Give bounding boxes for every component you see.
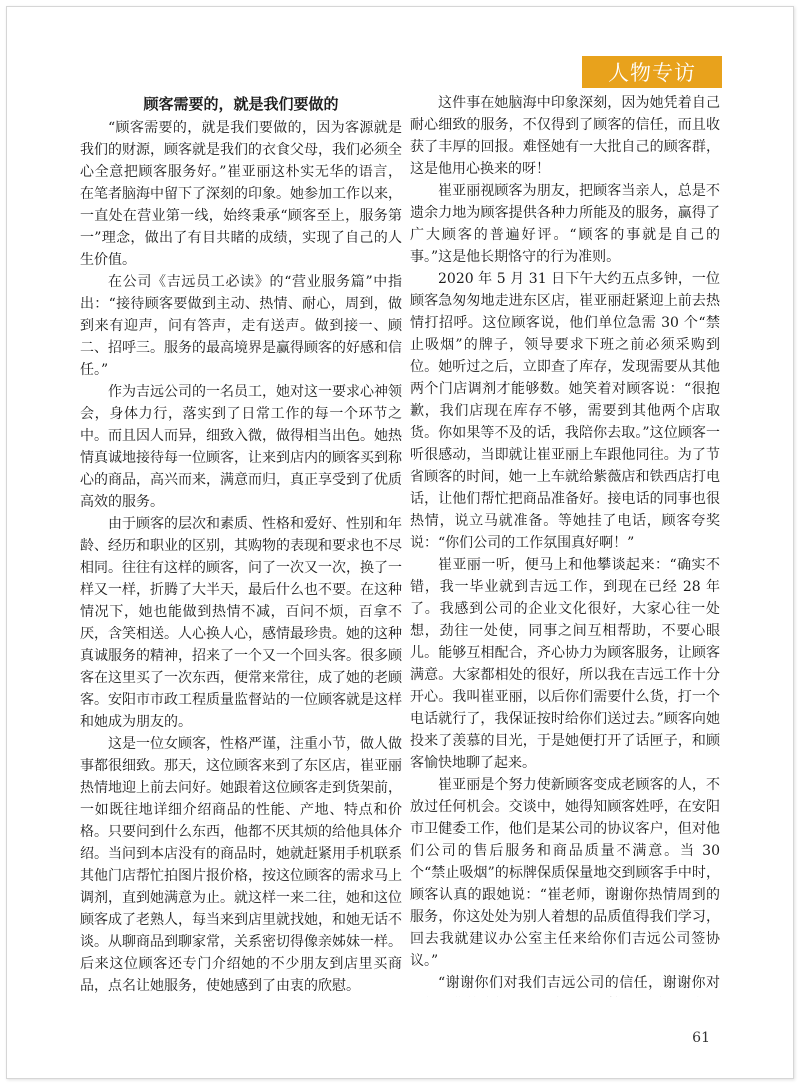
paragraph: 崔亚丽视顾客为朋友，把顾客当亲人，总是不遗余力地为顾客提供各种力所能及的服务，赢得了广大顾客的普遍好评。“顾客的事就是自己的事。”这是他长期恪守的行为准则。 <box>410 183 720 265</box>
paragraph: 由于顾客的层次和素质、性格和爱好、性别和年龄、经历和职业的区别，其购物的表现和要求也不尽相同。往往有这样的顾客，问了一次又一次，换了一样又一样，折腾了大半天，最后什么也不要。在这种情况下，她也能做到热情不减，百问不烦，百拿不厌，含笑相送。人心换人心，感情最珍贵。她的这种真诚服务的精神，招来了一个又一个回头客。很多顾客在这里买了一次东西，便常来常往，成了她的老顾客。安阳市市政工程质量监督站的一位顾客就是这样和她成为朋友的。 <box>80 516 402 730</box>
left-column <box>80 92 402 997</box>
paragraph: 崔亚丽一听，便马上和他攀谈起来：“确实不错，我一毕业就到吉远工作，到现在已经 28 年了。我感到公司的企业文化很好，大家心往一处想，劲往一处使，同事之间互相帮助，不要心眼儿。能够互相配合，齐心协力为顾客服务，让顾客满意。大家都相处的很好，所以我在吉远工作十分开心。我叫崔亚丽，以后你们需要什么货，打一个电话就行了，我保证按时给你们送过去。”顾客向她投来了羡慕的目光，于是她便打开了话匣子，和顾客愉快地聊了起来。 <box>410 557 720 771</box>
paragraph: 这是一位女顾客，性格严谨，注重小节，做人做事都很细致。那天，这位顾客来到了东区店，崔亚丽热情地迎上前去问好。她跟着这位顾客走到货架前，一如既往地详细介绍商品的性能、产地、特点和价格。只要问到什么东西，他都不厌其烦的给他具体介绍。当问到本店没有的商品时，她就赶紧用手机联系其他门店帮忙拍图片报价格，按这位顾客的需求马上调剂，直到她满意为止。就这样一来二往，她和这位顾客成了老熟人，每当来到店里就找她，和她无话不谈。从聊商品到聊家常，关系密切得像亲姊妹一样。后来这位顾客还专门介绍她的不少朋友到店里买商品，点名让她服务，使她感到了由衷的欣慰。 <box>80 736 402 994</box>
paragraph: “顾客需要的，就是我们要做的，因为客源就是我们的财源，顾客就是我们的衣食父母，我们必须全心全意把顾客服务好。”崔亚丽这朴实无华的语言，在笔者脑海中留下了深刻的印象。她参加工作以来，一直处在营业第一线，始终秉承“顾客至上，服务第一”理念，做出了有目共睹的成绩，实现了自己的人生价值。 <box>80 120 402 268</box>
paragraph: “谢谢你们对我们吉远公司的信任，谢谢你对 <box>438 975 720 991</box>
article-title: 顾客需要的，就是我们要做的 <box>143 95 339 113</box>
paragraph: 崔亚丽是个努力使新顾客变成老顾客的人，不放过任何机会。交谈中，她得知顾客姓呼，在安阳市卫健委工作，他们是某公司的协议客户，但对他们公司的售后服务和商品质量不满意。当 30 个“禁止吸烟”的标牌保质保量地交到顾客手中时，顾客认真的跟她说：“崔老师，谢谢你热情周到的服务，你这处处为别人着想的品质值得我们学习，回去我就建议办公室主任来给你们吉远公司签协议。” <box>410 777 720 969</box>
paragraph: 在公司《吉远员工必读》的“营业服务篇”中指出：“接待顾客要做到主动、热情、耐心，周到，做到来有迎声，问有答声，走有送声。做到接一、顾二、招呼三。服务的最高境界是赢得顾客的好感和信任。” <box>80 274 402 378</box>
section-tag: 人物专访 <box>582 56 722 88</box>
page-number: 61 <box>692 1030 710 1046</box>
paragraph: 作为吉远公司的一名员工，她对这一要求心神领会，身体力行，落实到了日常工作的每一个环节之中。而且因人而异，细致入微，做得相当出色。她热情真诚地接待每一位顾客，让来到店内的顾客买到称心的商品，高兴而来，满意而归，真正享受到了优质高效的服务。 <box>80 384 402 510</box>
paragraph: 这件事在她脑海中印象深刻，因为她凭着自己耐心细致的服务，不仅得到了顾客的信任，而且收获了丰厚的回报。难怪她有一大批自己的顾客群，这是他用心换来的呀！ <box>410 95 720 177</box>
paragraph: 2020 年 5 月 31 日下午大约五点多钟，一位顾客急匆匆地走进东区店，崔亚丽赶紧迎上前去热情打招呼。这位顾客说，他们单位急需 30 个“禁止吸烟”的牌子，领导要求下班之前必须采购到位。她听过之后，立即查了库存，发现需要从其他两个门店调剂才能够数。她笑着对顾客说：“很抱歉，我们店现在库存不够，需要到其他两个店取货。你如果等不及的话，我陪你去取。”这位顾客一听很感动，当即就让崔亚丽上车跟他同往。为了节省顾客的时间，她一上车就给紫薇店和铁西店打电话，让他们帮忙把商品准备好。接电话的同事也很热情，说立马就准备。等她挂了电话，顾客夸奖说：“你们公司的工作氛围真好啊！” <box>410 271 720 551</box>
right-column <box>410 92 720 997</box>
